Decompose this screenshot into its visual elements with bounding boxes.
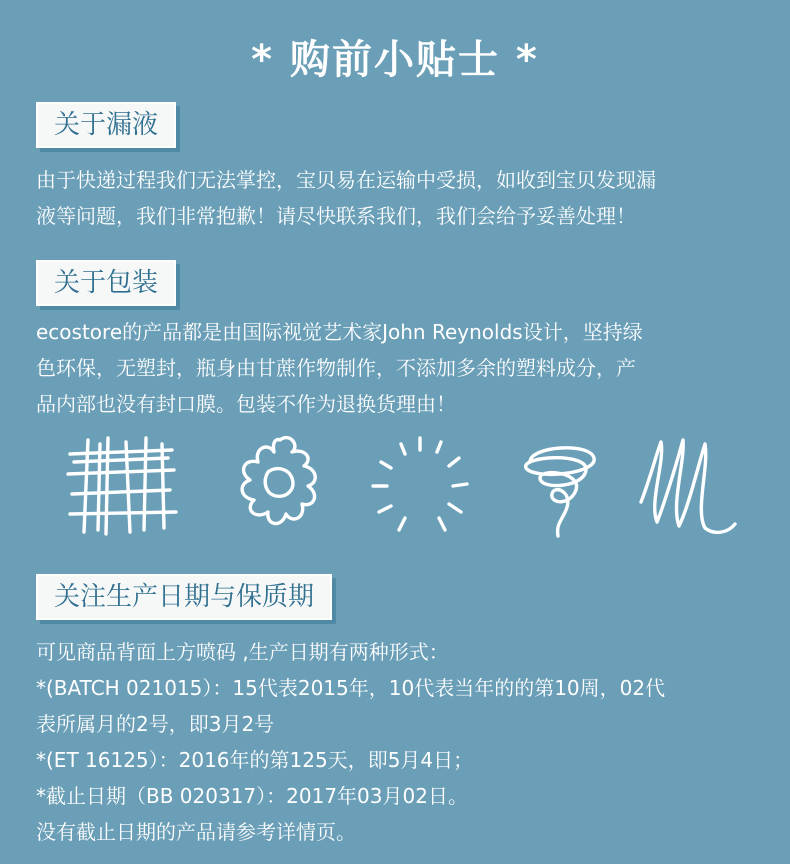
- section-tag-production-date: 关注生产日期与保质期: [36, 574, 332, 620]
- text-line: 可见商品背面上方喷码 ,生产日期有两种形式：: [36, 640, 449, 664]
- text-line: *截止日期（BB 020317）：2017年03月02日。: [36, 784, 468, 808]
- text-line: *(BATCH 021015）：15代表2015年，10代表当年的的第10周，02代: [36, 676, 666, 700]
- section-text-production-date: [36, 634, 766, 850]
- text-line: 液等问题，我们非常抱歉！请尽快联系我们，我们会给予妥善处理！: [36, 204, 636, 228]
- dash-burst-scribble-icon: [365, 432, 475, 542]
- section-text-leakage: [36, 162, 766, 234]
- section-tag-leakage: 关于漏液: [36, 102, 176, 148]
- text-line: 品内部也没有封口膜。包装不作为退换货理由！: [36, 392, 456, 416]
- text-line: 由于快递过程我们无法掌控，宝贝易在运输中受损，如收到宝贝发现漏: [36, 168, 656, 192]
- text-line: 色环保，无塑封，瓶身由甘蔗作物制作，不添加多余的塑料成分，产: [36, 356, 636, 380]
- page-title: * 购前小贴士 *: [251, 37, 539, 83]
- text-line: *(ET 16125）：2016年的第125天，即5月4日；: [36, 748, 474, 772]
- loop-wreath-scribble-icon: [230, 432, 330, 542]
- text-line: ecostore的产品都是由国际视觉艺术家John Reynolds设计，坚持绿: [36, 320, 643, 344]
- crosshatch-scribble-icon: [60, 432, 180, 542]
- section-text-packaging: [36, 314, 766, 422]
- section-tag-packaging: 关于包装: [36, 260, 176, 306]
- loop-line-scribble-icon: [635, 432, 740, 542]
- text-line: 表所属月的2号，即3月2号: [36, 712, 275, 736]
- spiral-scribble-icon: [510, 432, 610, 542]
- scribble-illustrations: [60, 432, 740, 542]
- text-line: 没有截止日期的产品请参考详情页。: [36, 820, 356, 844]
